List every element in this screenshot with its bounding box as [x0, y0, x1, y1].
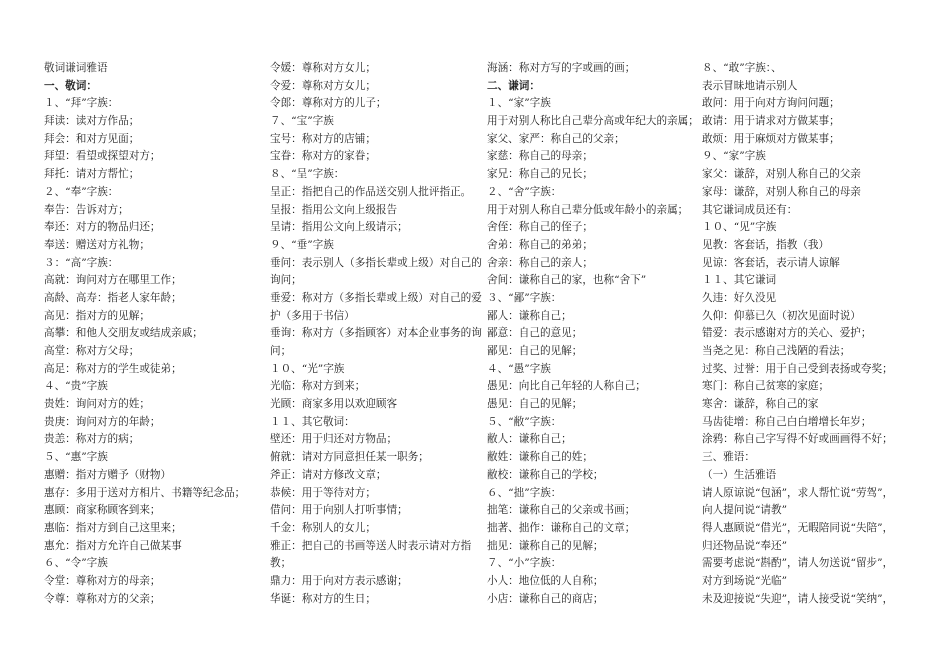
text-line: 未及迎接说“失迎”，请人接受说“笑纳”，: [702, 592, 894, 605]
text-line: 拜托：请对方帮忙；: [44, 168, 140, 181]
text-line: 呈正：指把自己的作品送交别人批评指正。: [270, 185, 472, 198]
text-line: 见谅：客套话，表示请人谅解: [702, 256, 840, 269]
text-line: 贵姓：询问对方的姓；: [44, 398, 150, 411]
text-line: 舍侄：称自己的侄子；: [487, 221, 593, 234]
text-line: 家兄：称自己的兄长；: [487, 168, 593, 181]
text-column-3: [487, 60, 702, 608]
text-line: １１、其它谦词: [702, 274, 777, 287]
text-line: 请人原谅说“包涵”，求人帮忙说“劳驾”，: [702, 486, 894, 499]
text-line: 令爱：尊称对方女儿；: [270, 79, 376, 92]
text-line: 鄙见：自己的见解；: [487, 345, 583, 357]
text-line: 垂爱：称对方（多指长辈或上级）对自己的爱: [270, 291, 482, 304]
text-line: 高就：询问对方在哪里工作；: [44, 274, 182, 287]
text-line: 敢问：用于向对方询问问题；: [702, 97, 840, 110]
text-line: 呈报：指用公文向上级报告: [270, 203, 398, 216]
text-line: 拙见：谦称自己的见解；: [487, 539, 604, 552]
text-line: ３：“高”字族：: [44, 256, 119, 269]
text-line: 寒舍：谦辞，称自己的家: [702, 398, 819, 411]
text-line: 询问；: [270, 274, 302, 287]
text-line: 令尊：尊称对方的父亲；: [44, 592, 161, 605]
text-line: ５、“惠”字族: [44, 451, 108, 464]
text-line: 小人：地位低的人自称；: [487, 574, 604, 587]
text-line: 惠临：指对方到自己这里来；: [44, 521, 182, 534]
text-line: 得人惠顾说“借光”，无暇陪同说“失陪”，: [702, 521, 894, 534]
text-line: 其它谦词成员还有：: [702, 203, 798, 216]
text-line: 贵庚：询问对方的年龄；: [44, 415, 161, 428]
text-line: ６、“令”字族: [44, 557, 108, 570]
text-line: 拙笔：谦称自己的父亲或书画；: [487, 504, 636, 517]
text-line: 舍亲：称自己的亲人；: [487, 256, 593, 269]
text-line: 令媛：尊称对方女儿；: [270, 62, 376, 74]
text-line: 马齿徒增：称自己白白增增长年岁；: [702, 415, 872, 428]
text-line: 惠允：指对方允许自己做某事: [44, 539, 182, 552]
text-line: 问；: [270, 345, 292, 357]
text-line: 高攀：和他人交朋友或结成亲戚；: [44, 327, 203, 340]
text-line: 千金：称别人的女儿；: [270, 521, 376, 534]
text-line: 二、谦词：: [487, 79, 540, 92]
text-line: 惠赠：指对方赠予（财物）: [44, 468, 172, 481]
text-line: 敝姓：谦称自己的姓；: [487, 451, 593, 464]
text-line: 宝眷：称对方的家眷；: [270, 150, 376, 163]
text-line: 久违：好久没见: [702, 291, 777, 304]
text-line: １１、其它敬词：: [270, 415, 355, 428]
text-line: 雅正：把自己的书画等送人时表示请对方指: [270, 539, 472, 552]
text-column-2: [270, 60, 485, 608]
text-line: １０、“光”字族: [270, 362, 345, 375]
text-line: 久仰：仰慕已久（初次见面时说）: [702, 309, 861, 322]
text-line: 对方到场说“光临”: [702, 574, 787, 587]
text-line: 奉告：告诉对方；: [44, 203, 129, 216]
text-line: 鄙人：谦称自己；: [487, 309, 572, 322]
text-line: 敝人：谦称自己；: [487, 433, 572, 446]
text-line: 归还物品说“奉还”: [702, 539, 787, 552]
text-line: ７、“小”字族：: [487, 557, 562, 570]
text-line: 小店：谦称自己的商店；: [487, 592, 604, 605]
text-line: 俯就：请对方同意担任某一职务；: [270, 451, 429, 464]
text-line: 华诞：称对方的生日；: [270, 592, 376, 605]
text-line: １、“拜”字族：: [44, 97, 119, 110]
text-line: ２、“奉”字族：: [44, 185, 119, 198]
text-line: 舍弟：称自己的弟弟；: [487, 238, 593, 251]
text-line: 鼎力：用于向对方表示感谢；: [270, 574, 408, 587]
text-line: ９、“家”字族: [702, 150, 766, 163]
text-line: 海涵：称对方写的字或画的画；: [487, 62, 636, 74]
text-line: 涂鸦：称自己字写得不好或画画得不好；: [702, 433, 893, 446]
text-line: 高足：称对方的学生或徒弟；: [44, 362, 182, 375]
text-line: 垂询：称对方（多指顾客）对本企业事务的询: [270, 327, 482, 340]
text-column-4: [702, 60, 917, 608]
text-line: 家母：谦辞，对别人称自己的母亲: [702, 185, 861, 198]
text-line: １、“家”字族: [487, 97, 551, 110]
text-line: 寒门：称自己贫寒的家庭；: [702, 380, 830, 393]
text-line: １０、“见”字族: [702, 221, 777, 234]
text-line: 当尧之见：称自己浅陋的看法；: [702, 345, 851, 357]
text-line: 用于对别人称自己辈分低或年龄小的亲属；: [487, 203, 689, 216]
text-line: 教；: [270, 557, 292, 570]
text-line: 令堂：尊称对方的母亲；: [44, 574, 161, 587]
text-line: 惠存：多用于送对方相片、书籍等纪念品；: [44, 486, 246, 499]
text-line: ５、“敝”字族：: [487, 415, 562, 428]
text-line: 家慈：称自己的母亲；: [487, 150, 593, 163]
text-line: 鄙意：自己的意见；: [487, 327, 583, 340]
text-line: 奉送：赠送对方礼物；: [44, 238, 150, 251]
text-line: 斧正：请对方修改文章；: [270, 468, 387, 481]
text-line: 拙著、拙作：谦称自己的文章；: [487, 521, 636, 534]
text-line: 愚见：向比自己年轻的人称自己；: [487, 380, 646, 393]
text-line: 一、敬词：: [44, 79, 97, 92]
text-line: 舍间：谦称自己的家，也称“舍下”: [487, 274, 647, 287]
text-line: 护（多用于书信）: [270, 309, 355, 322]
text-line: 宝号：称对方的店铺；: [270, 132, 376, 145]
text-line: 拜会：和对方见面；: [44, 132, 140, 145]
text-line: 需要考虑说“斟酌”，请人勿送说“留步”，: [702, 557, 894, 570]
text-line: 垂问：表示别人（多指长辈或上级）对自己的: [270, 256, 482, 269]
text-line: ６、“拙”字族：: [487, 486, 562, 499]
text-line: 错爱：表示感谢对方的关心、爱护；: [702, 327, 872, 340]
text-line: 拜读：读对方作品；: [44, 115, 140, 128]
text-line: 呈请：指用公文向上级请示；: [270, 221, 408, 234]
text-line: 三、雅语：: [702, 451, 755, 464]
text-line: 向人提问说“请教”: [702, 504, 787, 517]
text-line: 贵恙：称对方的病；: [44, 433, 140, 446]
text-line: 拜望：看望或探望对方；: [44, 150, 161, 163]
text-line: 家父、家严：称自己的父亲；: [487, 132, 625, 145]
text-line: 用于对别人称比自己辈分高或年纪大的亲属；: [487, 115, 699, 128]
text-column-1: [44, 60, 259, 608]
text-line: 高龄、高寿：指老人家年龄；: [44, 291, 182, 304]
text-line: ２、“舍”字族：: [487, 185, 562, 198]
text-line: 敢请：用于请求对方做某事；: [702, 115, 840, 128]
text-line: ４、“愚”字族: [487, 362, 551, 375]
text-line: 光临：称对方到来；: [270, 380, 366, 393]
text-line: 敝校：谦称自己的学校；: [487, 468, 604, 481]
text-line: ４、“贵”字族: [44, 380, 108, 393]
text-line: 见教：客套话，指教（我）: [702, 238, 830, 251]
text-line: （一）生活雅语: [702, 468, 777, 481]
text-line: 恭候：用于等待对方；: [270, 486, 376, 499]
text-line: ９、“垂”字族: [270, 238, 334, 251]
text-line: 壁还：用于归还对方物品；: [270, 433, 398, 446]
text-line: 敢烦：用于麻烦对方做某事；: [702, 132, 840, 145]
text-line: ８、“敢”字族：、: [702, 62, 782, 74]
text-line: 高堂：称对方父母；: [44, 345, 140, 357]
text-line: 光顾：商家多用以欢迎顾客: [270, 398, 398, 411]
text-line: 过奖、过誉：用于自己受到表扬或夸奖；: [702, 362, 893, 375]
text-line: 惠顾：商家称顾客到来；: [44, 504, 161, 517]
text-line: 令郎：尊称对方的儿子；: [270, 97, 387, 110]
text-line: 借问：用于向别人打听事情；: [270, 504, 408, 517]
text-line: 表示冒昧地请示别人: [702, 79, 798, 92]
text-line: 家父：谦辞，对别人称自己的父亲: [702, 168, 861, 181]
text-line: 高见：指对方的见解；: [44, 309, 150, 322]
text-line: ８、“呈”字族：: [270, 168, 345, 181]
text-line: ３、“鄙”字族：: [487, 291, 562, 304]
text-line: 敬词谦词雅语: [44, 62, 108, 74]
text-line: 奉还：对方的物品归还；: [44, 221, 161, 234]
text-line: ７、“宝”字族: [270, 115, 334, 128]
text-line: 愚见：自己的见解；: [487, 398, 583, 411]
